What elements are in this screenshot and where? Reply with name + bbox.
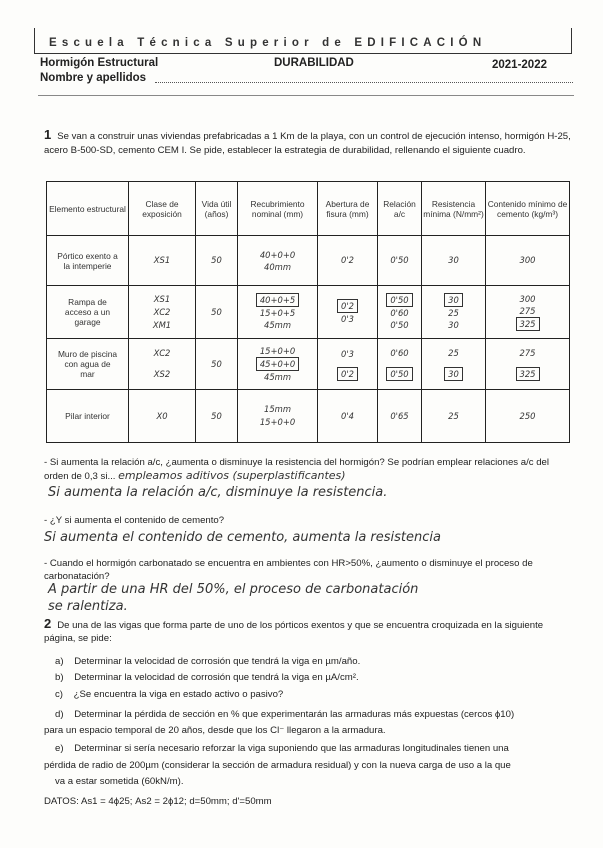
name-label: Nombre y apellidos (40, 72, 147, 84)
question-1a: - Si aumenta la relación a/c, ¿aumenta o disminuye la resistencia del hormigón? Se podrían emplear relaciones a/c del orden de 0,3 si... empleamos aditivos (superplastificantes) (44, 457, 550, 482)
list-item: e) Determinar si sería necesario reforzar la viga suponiendo que las armaduras longitudinales tienen una (55, 743, 509, 754)
exposure-cell: XS1 (129, 236, 196, 286)
cover-cell: 15+0+0 45+0+0 45mm (238, 339, 318, 390)
col-header: Contenido mínimo de cemento (kg/m³) (486, 182, 570, 236)
question-2-intro: 2 De una de las vigas que forma parte de uno de los pórticos exentos y que se encuentra croquizada en la siguiente página, se pide: (44, 616, 544, 644)
cement-cell: 300 (486, 236, 570, 286)
question-2-number: 2 (44, 616, 52, 631)
crack-cell: 0'3 0'2 (318, 339, 378, 390)
list-item: para un espacio temporal de 20 años, desde que los Cl⁻ llegaron a la armadura. (44, 725, 386, 736)
strength-cell: 25 30 (422, 339, 486, 390)
exposure-cell: XC2 XS2 (129, 339, 196, 390)
question-1c: - Cuando el hormigón carbonatado se encuentra en ambientes con HR>50%, ¿aumento o disminuye el proceso de carbonatación? (44, 558, 533, 582)
list-item: d) Determinar la pérdida de sección en % que experimentarán las armaduras más expuestas (cercos ϕ10) (55, 709, 515, 720)
handwritten-answer: se ralentiza. (48, 599, 128, 614)
list-item: va a estar sometida (60kN/m). (55, 776, 184, 787)
element-cell: Rampa de acceso a un garage (47, 286, 129, 339)
list-item: pérdida de radio de 200µm (considerar la sección de armadura residual) y con la nueva carga de uso a la que (44, 760, 511, 771)
question-1b: - ¿Y si aumenta el contenido de cemento? (44, 515, 225, 526)
cover-cell: 40+0+5 15+0+5 45mm (238, 286, 318, 339)
wc-cell: 0'65 (378, 390, 422, 443)
table-row (47, 236, 570, 286)
name-field-line (155, 82, 573, 83)
exposure-cell: XS1 XC2 XM1 (129, 286, 196, 339)
exposure-cell: X0 (129, 390, 196, 443)
col-header: Clase de exposición (129, 182, 196, 236)
school-name: Escuela Técnica Superior de EDIFICACIÓN (34, 28, 572, 54)
cover-cell: 40+0+0 40mm (238, 236, 318, 286)
data-line: DATOS: As1 = 4ϕ25; As2 = 2ϕ12; d=50mm; d'=50mm (44, 796, 272, 807)
element-cell: Pórtico exento a la intemperie (47, 236, 129, 286)
header-divider (38, 95, 574, 96)
document-title: DURABILIDAD (274, 57, 354, 69)
cement-cell: 275 325 (486, 339, 570, 390)
crack-cell: 0'2 (318, 236, 378, 286)
col-header: Resistencia mínima (N/mm²) (422, 182, 486, 236)
durability-table (46, 181, 570, 443)
handwritten-answer: empleamos aditivos (superplastificantes) (118, 469, 346, 482)
question-1-number: 1 (44, 127, 52, 142)
life-cell: 50 (196, 286, 238, 339)
element-cell: Muro de piscina con agua de mar (47, 339, 129, 390)
col-header: Relación a/c (378, 182, 422, 236)
handwritten-answer: A partir de una HR del 50%, el proceso de carbonatación (48, 582, 419, 597)
table-header-row (47, 182, 570, 236)
strength-cell: 25 (422, 390, 486, 443)
handwritten-answer: Si aumenta la relación a/c, disminuye la resistencia. (48, 485, 388, 500)
life-cell: 50 (196, 390, 238, 443)
question-1-intro: 1 Se van a construir unas viviendas prefabricadas a 1 Km de la playa, con un control de ejecución intenso, hormigón H-25, acero B-500-SD, cemento CEM I. Se pide, establecer la estrategia de durabilidad, rellenando el siguiente cuadro. (44, 127, 571, 156)
col-header: Elemento estructural (47, 182, 129, 236)
cement-cell: 250 (486, 390, 570, 443)
wc-cell: 0'50 (378, 236, 422, 286)
crack-cell: 0'4 (318, 390, 378, 443)
table-row (47, 390, 570, 443)
list-item: c) ¿Se encuentra la viga en estado activo o pasivo? (55, 689, 284, 700)
course-name: Hormigón Estructural (40, 57, 159, 69)
table-row (47, 286, 570, 339)
list-item: a) Determinar la velocidad de corrosión que tendrá la viga en µm/año. (55, 656, 361, 667)
element-cell: Pilar interior (47, 390, 129, 443)
wc-cell: 0'60 0'50 (378, 339, 422, 390)
academic-year: 2021-2022 (492, 59, 547, 71)
cement-cell: 300 275 325 (486, 286, 570, 339)
strength-cell: 30 (422, 236, 486, 286)
handwritten-answer: Si aumenta el contenido de cemento, aumenta la resistencia (44, 530, 441, 545)
strength-cell: 30 25 30 (422, 286, 486, 339)
crack-cell: 0'2 0'3 (318, 286, 378, 339)
col-header: Vida útil (años) (196, 182, 238, 236)
col-header: Recubrimiento nominal (mm) (238, 182, 318, 236)
life-cell: 50 (196, 236, 238, 286)
life-cell: 50 (196, 339, 238, 390)
col-header: Abertura de fisura (mm) (318, 182, 378, 236)
list-item: b) Determinar la velocidad de corrosión que tendrá la viga en µA/cm². (55, 672, 359, 683)
table-row (47, 339, 570, 390)
wc-cell: 0'50 0'60 0'50 (378, 286, 422, 339)
cover-cell: 15mm 15+0+0 (238, 390, 318, 443)
